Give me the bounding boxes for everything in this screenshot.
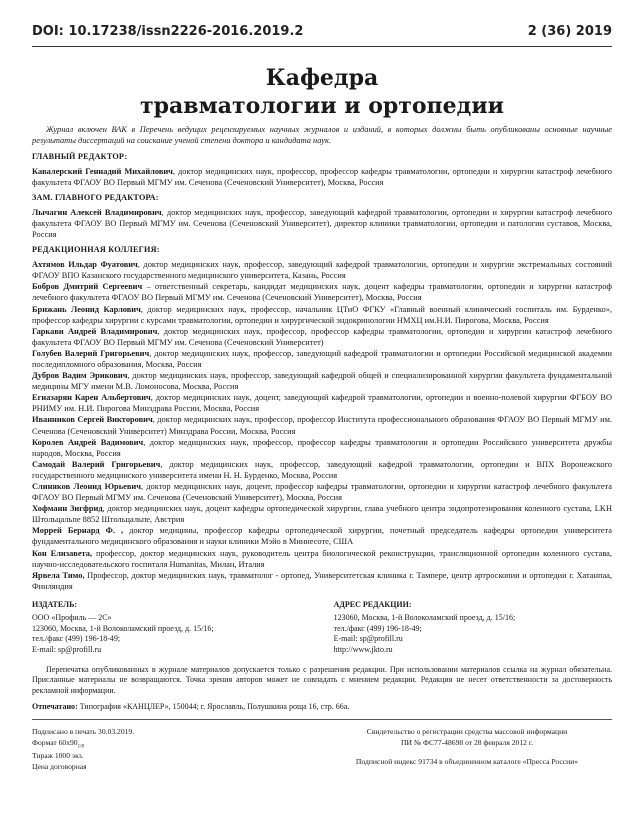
- board-member-desc: , доктор медицинских наук, доцент кафедры ортопедической хирургии, глава учебного центра эндопротезирования коленного сустава, LKH Штольцальпе 8852 Штольцальпе, Австрия: [32, 504, 612, 525]
- board-member: [32, 459, 612, 481]
- editorial-office-address: 123060, Москва, 1-й Волоколамский проезд, д. 15/16;: [333, 613, 516, 623]
- board-member-name: Егиазарян Карен Альбертович: [32, 393, 151, 403]
- deputy-editor-desc: , доктор медицинских наук, профессор, заведующий кафедрой травматологии, ортопедии и хирургии катастроф лечебного факультета ФГАОУ ВО Первый МГМУ им. Сеченова (Сеченовский Университет), директор клиники травматологии, ортопедии и патологии суставов, Москва, Россия: [32, 208, 613, 240]
- board-member: [32, 481, 612, 503]
- doi-label: DOI: 10.17238/issn2226-2016.2019.2: [32, 24, 304, 39]
- chief-editor: [32, 166, 612, 188]
- contact-block: [32, 600, 612, 655]
- board-member-desc: доктор медицины, профессор кафедры ортопедической хирургии, почетный председатель кафедры ортопедии университета фундаментального медицинского образования и науки клиники Мэйо в Миннесоте, США: [32, 526, 612, 547]
- board-member-name: Ярвела Тимо,: [32, 570, 85, 580]
- footer-divider: [32, 719, 612, 720]
- board-member: [32, 570, 612, 592]
- editorial-office-heading: АДРЕС РЕДАКЦИИ:: [333, 599, 412, 609]
- chief-editor-name: Кавалерский Геннадий Михайлович: [32, 167, 173, 177]
- editorial-board-list: [32, 259, 612, 592]
- publisher-address: 123060, Москва, 1-й Волоколамский проезд, д. 15/16;: [32, 623, 214, 633]
- title-line-1: Кафедра: [265, 65, 379, 91]
- board-member-desc: , доктор медицинских наук, профессор, заведующий кафедрой травматологии, ортопедии и хирургии экстремальных состояний ФГАОУ ВПО Казанского государственного медицинского университета, Казань, Россия: [32, 260, 612, 281]
- board-member-name: Кон Елизавета,: [32, 548, 93, 558]
- board-member: [32, 392, 612, 414]
- publisher-phone: тел./факс (499) 196-18-49;: [32, 634, 121, 644]
- publisher-heading: ИЗДАТЕЛЬ:: [32, 599, 78, 609]
- chief-editor-heading: ГЛАВНЫЙ РЕДАКТОР:: [32, 152, 128, 162]
- paper-format-value: Формат 60х90: [32, 737, 78, 747]
- running-header: [32, 24, 612, 44]
- imprint-footer: [32, 726, 612, 773]
- board-member-desc: профессор, доктор медицинских наук, руководитель центра биологической реконструкции, трансляционной ортопедии коленного сустава, научно-исследовательского госпиталя Humanitas, Милан, Италия: [32, 548, 612, 569]
- publisher-block: [32, 600, 299, 655]
- subscription-index: Подписной индекс 91734 в объединенном каталоге «Пресса России»: [355, 756, 579, 766]
- board-member-desc: , доктор медицинских наук, профессор, заведующий кафедрой общей и специализированной хирургии факультета фундаментальной медицины МГУ имени М.В. Ломоносова, Москва, Россия: [32, 371, 612, 392]
- print-details: [32, 726, 310, 773]
- price: Цена договорная: [32, 762, 87, 772]
- board-member-name: Дубров Вадим Эрикович: [32, 371, 128, 381]
- deputy-editor-heading: ЗАМ. ГЛАВНОГО РЕДАКТОРА:: [32, 193, 159, 203]
- board-member: [32, 259, 612, 281]
- board-member-desc: , доктор медицинских наук, доцент, профессор кафедры травматологии, ортопедии и хирургии катастроф лечебного факультета ФГАОУ ВО Первый МГМУ им. Сеченова (Сеченовский Университет), Москва, Россия: [32, 482, 612, 503]
- title-line-2: травматологии и ортопедии: [140, 93, 504, 119]
- board-member: [32, 503, 612, 525]
- board-member: [32, 326, 612, 348]
- board-member: [32, 348, 612, 370]
- editorial-office-block: [334, 600, 612, 655]
- header-divider: [32, 46, 612, 47]
- board-member-name: Королев Андрей Вадимович: [32, 437, 144, 447]
- masthead-content: [32, 64, 612, 772]
- board-member-name: Иванников Сергей Викторович: [32, 415, 153, 425]
- board-member-desc: , доктор медицинских наук, профессор, профессор кафедры травматологии, ортопедии и хирургии катастроф лечебного факультета ФГАОУ ВО Первый МГМУ им. Сеченова (Сеченовский Университет): [32, 326, 612, 347]
- registration-line-2: ПИ № ФС77-48698 от 28 февраля 2012 г.: [400, 737, 534, 747]
- board-member-name: Слиняков Леонид Юрьевич: [32, 482, 141, 492]
- board-member-name: Моррей Бернард Ф. ,: [32, 526, 124, 536]
- board-member: [32, 548, 612, 570]
- paper-format: [32, 737, 310, 751]
- board-member: [32, 414, 612, 436]
- board-member: [32, 281, 612, 303]
- registration-line-1: Свидетельство о регистрации средства массовой информации: [366, 726, 568, 736]
- board-member: [32, 525, 612, 547]
- publisher-email[interactable]: E-mail: sp@profill.ru: [32, 644, 102, 654]
- editorial-board-heading: РЕДАКЦИОННАЯ КОЛЛЕГИЯ:: [32, 245, 160, 255]
- board-member-name: Бобров Дмитрий Сергеевич: [32, 282, 143, 292]
- board-member-desc: Профессор, доктор медицинских наук, травматолог - ортопед, Университетская клиника г. Тампере, центр артроскопии и ортопедии г. Хатанпаа, Финляндия: [32, 570, 612, 591]
- board-member: [32, 370, 612, 392]
- signed-date: Подписано в печать 30.03.2019.: [32, 726, 135, 736]
- board-member-desc: , доктор медицинских наук, профессор, начальник ЦТиО ФГКУ «Главный военный клинический госпиталь им. Бурденко», профессор кафедры хирургии с курсами травматологии, ортопедии и хирургической эндокринологии НМХЦ им.Н.И. Пирогова, Москва, Россия: [32, 304, 613, 325]
- board-member-name: Брижань Леонид Карлович: [32, 304, 141, 314]
- board-member-desc: , доктор медицинских наук, профессор, профессор кафедры травматологии и ортопедии Российского университета дружбы народов, Москва, Россия: [32, 437, 613, 458]
- board-member-name: Самодай Валерий Григорьевич: [32, 459, 161, 469]
- board-member-name: Гаркави Андрей Владимирович: [32, 326, 158, 336]
- board-member-name: Ахтямов Ильдар Фуатович: [32, 260, 138, 270]
- board-member-name: Хофманн Зигфрид: [32, 504, 103, 514]
- circulation: Тираж 1000 экз.: [32, 751, 84, 761]
- paper-format-fraction: 1/8: [77, 744, 84, 750]
- chief-editor-desc: , доктор медицинских наук, профессор, профессор кафедры травматологии, ортопедии и хирургии катастроф лечебного факультета ФГАОУ ВО Первый МГМУ им. Сеченова (Сеченовский Университет), Москва, Россия: [32, 167, 612, 188]
- page-title: [32, 64, 612, 120]
- printed-text: Типография «КАНЦЛЕР», 150044; г. Ярославль, Полушкина роща 16, стр. 66а.: [77, 702, 350, 712]
- editorial-office-website[interactable]: http://www.jkto.ru: [333, 644, 393, 654]
- issue-number: 2 (36) 2019: [527, 24, 612, 39]
- board-member-desc: , доктор медицинских наук, профессор, профессор Института профессионального образования ФГАОУ ВО Первый МГМУ им. Сеченова (Сеченовский Университет) Минздрава России, Москва, Россия: [32, 415, 612, 436]
- printed-label: Отпечатано:: [32, 702, 78, 712]
- deputy-editor: [32, 207, 612, 240]
- board-member-desc: , доктор медицинских наук, профессор, заведующий кафедрой травматологии и ортопедии Российской медицинской академии последипломного образования, Москва, Россия: [32, 348, 612, 369]
- reprint-notice: Перепечатка опубликованных в журнале материалов допускается только с разрешения редакции. При использовании материалов ссылка на журнал обязательна. Присланные материалы не возвращаются. Точка зрения авторов может не совпадать с мнением редакции. Редакция не несет ответственности за достоверность рекламной информации.: [32, 664, 612, 695]
- vak-statement: Журнал включен ВАК в Перечень ведущих рецензируемых научных журналов и изданий, в которых должны быть опубликованы основные научные результаты диссертаций на соискание ученой степени доктора и кандидата наук.: [32, 125, 612, 146]
- deputy-editor-name: Лычагин Алексей Владимирович: [32, 208, 162, 218]
- editorial-office-phone: тел./факс (499) 196-18-49;: [333, 623, 422, 633]
- board-member-desc: , доктор медицинских наук, профессор, заведующий кафедрой травматологии, ортопедии и ВПХ Воронежского государственного медицинского университета имени Н. Н. Бурденко, Москва, Россия: [32, 459, 612, 480]
- board-member: [32, 304, 612, 326]
- registration-details: [322, 726, 612, 773]
- board-member-desc: , доктор медицинских наук, доцент, заведующий кафедрой травматологии, ортопедии и военно-полевой хирургии ФГБОУ ВО РНИМУ им. Н.И. Пирогова Минздрава России, Москва, Россия: [32, 393, 612, 414]
- board-member-desc: – ответственный секретарь, кандидат медицинских наук, доцент кафедры травматологии, ортопедии и хирургии катастроф лечебного факультета ФГАОУ ВО Первый МГМУ им. Сеченова (Сеченовский Университет), Москва, Россия: [32, 282, 612, 303]
- board-member: [32, 437, 612, 459]
- printing-house: [32, 702, 612, 713]
- board-member-name: Голубев Валерий Григорьевич: [32, 348, 150, 358]
- editorial-office-email[interactable]: E-mail: sp@profill.ru: [333, 634, 403, 644]
- publisher-name: ООО «Профиль — 2С»: [32, 613, 112, 623]
